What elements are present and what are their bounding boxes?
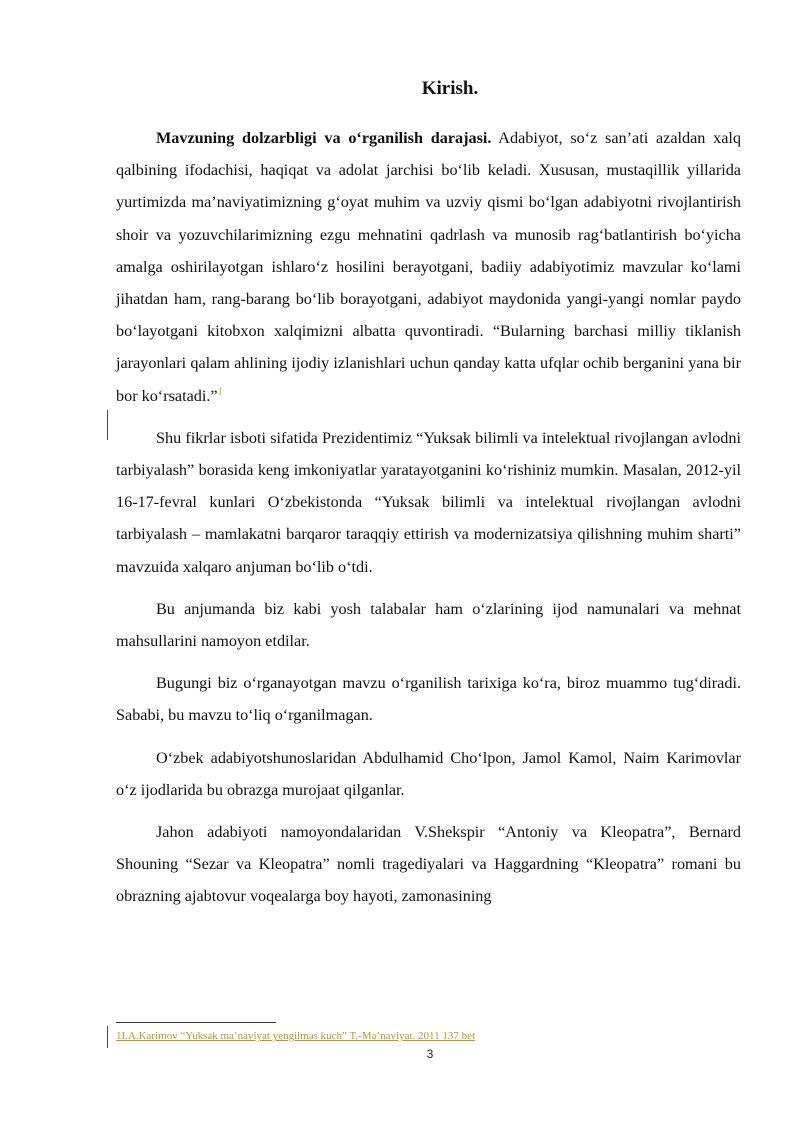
- paragraph-1-text: Adabiyot, so‘z san’ati azaldan xalq qalbining ifodachisi, haqiqat va adolat jarchisi bo‘lib keladi. Xususan, mustaqillik yillarida yurtimizda ma’naviyatimizning g‘oyat muhim va uzviy qismi bo‘lgan adabiyotni rivojlantirish shoir va yozuvchilarimizning ezgu mehnatini qadrlash va munosib rag‘batlantirish bo‘yicha amalga oshirilayotgan ishlaro‘z hosilini berayotgani, badiiy adabiyotimiz mavzular ko‘lami jihatdan ham, rang-barang bo‘lib borayotgani, adabiyot maydonida yangi-yangi nomlar paydo bo‘layotgani kitobxon xalqimizni albatta quvontiradi. “Bularning barchasi milliy tiklanish jarayonlari qalam ahlining ijodiy izlanishlari uchun qanday katta ufqlar ochib berganini yana bir bor ko‘rsatadi.”: [116, 129, 741, 405]
- paragraph-2: Shu fikrlar isboti sifatida Prezidentimiz “Yuksak bilimli va intelektual rivojlangan avlodni tarbiyalash” borasida keng imkoniyatlar yaratayotganini ko‘rishiniz mumkin. Masalan, 2012-yil 16-17-fevral kunlari O‘zbekistonda “Yuksak bilimli va intelektual rivojlangan avlodni tarbiyalash – mamlakatni barqaror taraqqiy ettirish va modernizatsiya qilishning muhim sharti” mavzuida xalqaro anjuman bo‘lib o‘tdi.: [116, 428, 741, 576]
- page-title: Kirish.: [421, 78, 479, 99]
- paragraph-5: O‘zbek adabiyotshunoslaridan Abdulhamid Cho‘lpon, Jamol Kamol, Naim Karimovlar o‘z ijodlarida bu obrazga murojaat qilganlar.: [116, 748, 741, 799]
- footnote-text[interactable]: 1I.A.Karimov “Yuksak ma’naviyat yengilmas kuch” T.-Ma’naviyat. 2011 137 bet: [116, 1030, 476, 1042]
- paragraph-6: Jahon adabiyoti namoyondalaridan V.Shekspir “Antoniy va Kleopatra”, Bernard Shouning “Sezar va Kleopatra” nomli tragediyalari va Haggardning “Kleopatra” romani bu obrazning ajabtovur voqealarga boy hayoti, zamonasining: [116, 823, 741, 906]
- change-bar-marker: [107, 410, 108, 440]
- page-number: 3: [426, 1047, 434, 1061]
- paragraph-4: Bugungi biz o‘rganayotgan mavzu o‘rganilish tarixiga ko‘ra, biroz muammo tug‘diradi. Sababi, bu mavzu to‘liq o‘rganilmagan.: [116, 674, 741, 725]
- footnote-separator: [116, 1022, 276, 1023]
- document-body: [116, 122, 741, 923]
- paragraph-1: [116, 122, 741, 412]
- change-bar-marker: [107, 1026, 108, 1048]
- footnote-reference[interactable]: 1: [217, 386, 223, 398]
- paragraph-3: Bu anjumanda biz kabi yosh talabalar ham o‘zlarining ijod namunalari va mehnat mahsullarini namoyon etdilar.: [116, 599, 741, 651]
- paragraph-lead: Mavzuning dolzarbligi va oʻrganilish darajasi.: [156, 129, 492, 147]
